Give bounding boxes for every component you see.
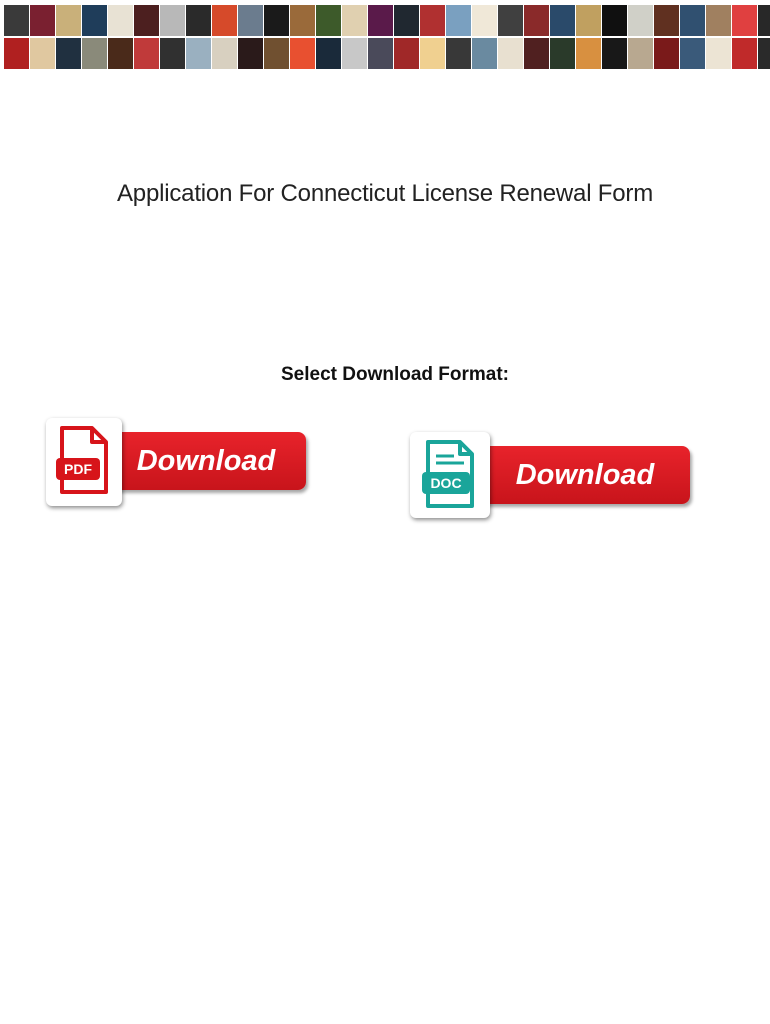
album-cover-thumbnail [472, 5, 497, 36]
doc-download-button[interactable] [410, 432, 694, 522]
album-cover-thumbnail [758, 5, 770, 36]
album-cover-thumbnail [290, 38, 315, 69]
album-cover-thumbnail [316, 38, 341, 69]
album-cover-thumbnail [212, 5, 237, 36]
album-cover-thumbnail [4, 5, 29, 36]
album-cover-thumbnail [524, 5, 549, 36]
album-cover-thumbnail [628, 5, 653, 36]
album-cover-thumbnail [342, 38, 367, 69]
album-cover-thumbnail [654, 38, 679, 69]
album-cover-thumbnail [706, 38, 731, 69]
album-cover-thumbnail [30, 5, 55, 36]
album-cover-thumbnail [550, 38, 575, 69]
album-cover-thumbnail [134, 5, 159, 36]
album-cover-thumbnail [680, 38, 705, 69]
album-cover-thumbnail [758, 38, 770, 69]
banner-row-top [4, 4, 770, 37]
album-cover-thumbnail [212, 38, 237, 69]
album-cover-thumbnail [82, 5, 107, 36]
album-cover-thumbnail [108, 5, 133, 36]
album-cover-thumbnail [446, 38, 471, 69]
album-cover-thumbnail [108, 38, 133, 69]
album-cover-thumbnail [602, 5, 627, 36]
doc-file-icon [410, 432, 490, 518]
album-cover-thumbnail [446, 5, 471, 36]
album-cover-thumbnail [732, 5, 757, 36]
album-cover-thumbnail [420, 5, 445, 36]
album-cover-thumbnail [368, 38, 393, 69]
pdf-download-button[interactable] [46, 418, 308, 510]
album-cover-thumbnail [368, 5, 393, 36]
album-cover-thumbnail [732, 38, 757, 69]
album-cover-thumbnail [498, 5, 523, 36]
album-cover-thumbnail [82, 38, 107, 69]
album-cover-thumbnail [134, 38, 159, 69]
album-cover-thumbnail [524, 38, 549, 69]
album-cover-thumbnail [316, 5, 341, 36]
album-cover-thumbnail [394, 5, 419, 36]
album-cover-thumbnail [654, 5, 679, 36]
pdf-file-icon [46, 418, 122, 506]
album-cover-thumbnail [186, 5, 211, 36]
album-cover-thumbnail [264, 5, 289, 36]
album-cover-thumbnail [4, 38, 29, 69]
doc-download-label: Download [480, 446, 690, 504]
banner-row-bottom [4, 37, 770, 70]
album-cover-thumbnail [264, 38, 289, 69]
album-cover-banner [4, 4, 770, 70]
album-cover-thumbnail [628, 38, 653, 69]
album-cover-thumbnail [238, 5, 263, 36]
pdf-badge-text: PDF [64, 461, 92, 477]
album-cover-thumbnail [394, 38, 419, 69]
album-cover-thumbnail [342, 5, 367, 36]
album-cover-thumbnail [30, 38, 55, 69]
album-cover-thumbnail [160, 38, 185, 69]
album-cover-thumbnail [56, 38, 81, 69]
album-cover-thumbnail [602, 38, 627, 69]
album-cover-thumbnail [706, 5, 731, 36]
album-cover-thumbnail [420, 38, 445, 69]
album-cover-thumbnail [550, 5, 575, 36]
album-cover-thumbnail [576, 5, 601, 36]
album-cover-thumbnail [680, 5, 705, 36]
album-cover-thumbnail [238, 38, 263, 69]
album-cover-thumbnail [498, 38, 523, 69]
doc-badge-text: DOC [430, 475, 462, 491]
album-cover-thumbnail [186, 38, 211, 69]
album-cover-thumbnail [576, 38, 601, 69]
album-cover-thumbnail [160, 5, 185, 36]
pdf-download-label: Download [106, 432, 306, 490]
page-title: Application For Connecticut License Renewal Form [117, 180, 653, 207]
album-cover-thumbnail [56, 5, 81, 36]
album-cover-thumbnail [290, 5, 315, 36]
album-cover-thumbnail [472, 38, 497, 69]
select-format-label: Select Download Format: [280, 364, 510, 385]
